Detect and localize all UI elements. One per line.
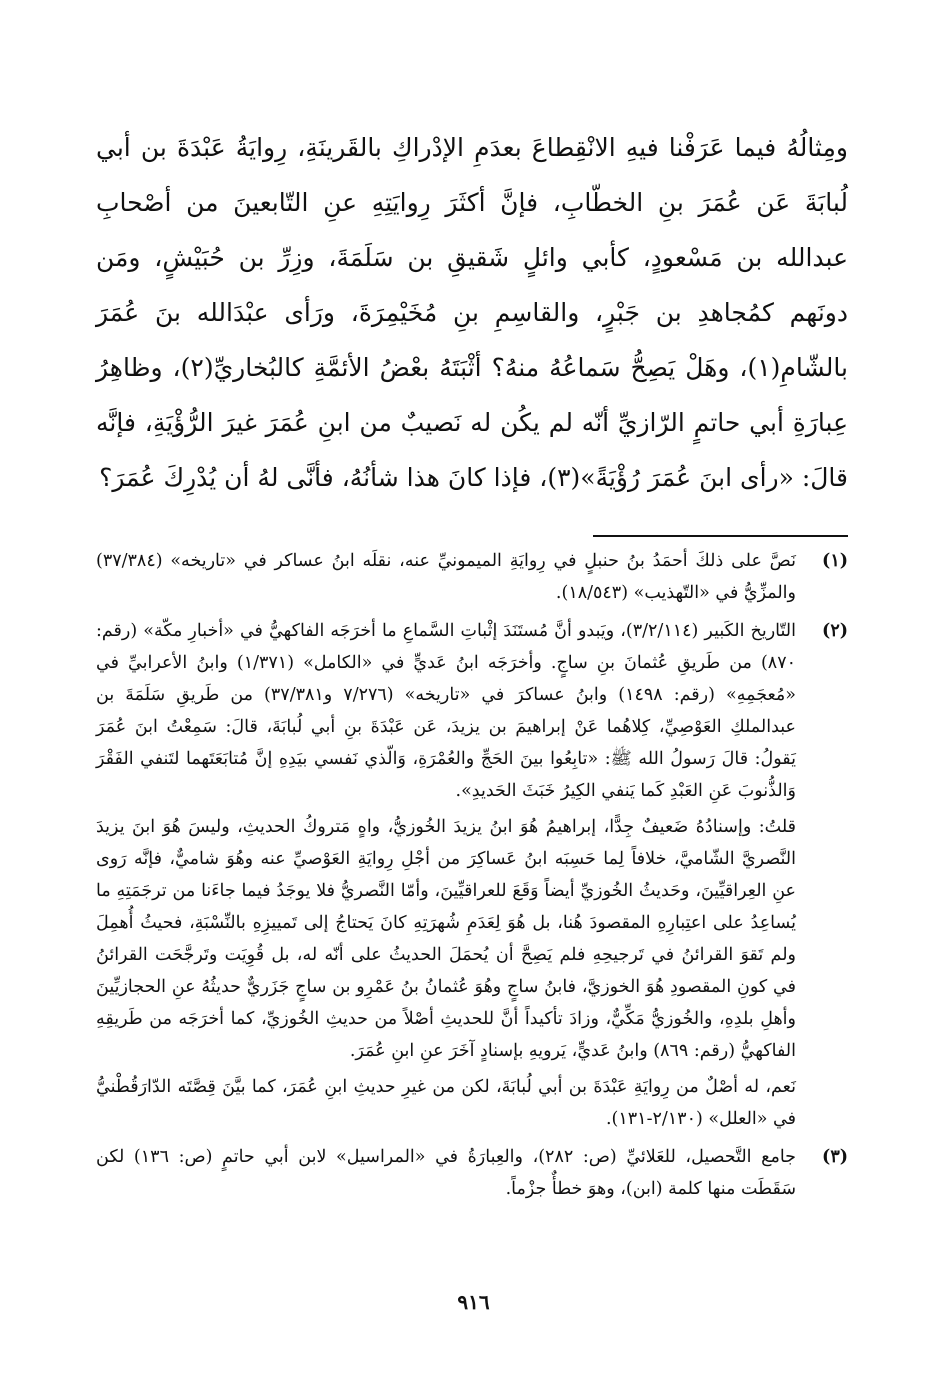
footnote-text: جامع التَّحصيل، للعَلائيِّ (ص: ٢٨٢)، والعِبارَةُ في «المراسيل» لابن أبي حاتمٍ (ص: ١٣٦) لكن سَقَطَت منها كلمة (ابن)، وهوَ خطأٌ جزْماً. (96, 1147, 796, 1199)
page-content (96, 120, 848, 1211)
main-text (96, 120, 848, 505)
main-paragraph: ومِثالُهُ فيما عَرَفْنا فيهِ الانْقِطاعَ بعدَمِ الإدْراكِ بالقَرينَةِ، رِوايَةُ عَبْدَةَ بن أبي لُبابَةَ عَن عُمَرَ بنِ الخطّابِ، فإنَّ أكثَرَ رِوايَتِهِ عنِ التّابعينَ من أصْحابِ عبدالله بن مَسْعودٍ، كأبي وائلٍ شَقيقِ بن سَلَمَةَ، وزِرِّ بن حُبَيْشٍ، ومَن دونَهم كمُجاهدِ بن جَبْرٍ، والقاسِمِ بنِ مُخَيْمِرَةَ، ورَأى عبْدَالله بنَ عُمَرَ بالشّامِ(١)، وهَلْ يَصِحُّ سَماعُهُ منهُ؟ أثْبَتَهُ بعْضُ الأئمَّةِ كالبُخاريِّ(٢)، وظاهِرُ عِبارَةِ أبي حاتمٍ الرّازيِّ أنّه لم يكُن له نَصيبٌ من ابنِ عُمَرَ غيرَ الرُّؤْيَةِ، فإنَّه قالَ: «رأى ابنَ عُمَرَ رُؤْيَةً»(٣)، فإذا كانَ هذا شأنُهُ، فأنَّى لهُ أن يُدْرِكَ عُمَرَ؟ (96, 133, 848, 492)
footnote-commentary: نَعم، له أصْلٌ من رِوايَةِ عَبْدَةَ بن أبي لُبابَةَ، لكن من غيرِ حديثِ ابنِ عُمَرَ، كما بيَّنَ قِصَّتَه الدّارَقُطْنيُّ في «العلل» (٢/١٣٠-١٣١). (96, 1077, 796, 1129)
footnote-body (96, 545, 796, 609)
footnote-text: نَصَّ على ذلكَ أحمَدُ بنُ حنبلٍ في رِوايَةِ الميمونيِّ عنه، نقلَه ابنُ عساكر في «تاريخه» (٣٧/٣٨٤) والمزِّيُّ في «التّهذيب» (١٨/٥٤٣). (96, 551, 796, 603)
footnote-number: (١) (822, 551, 848, 571)
footnote-text: التّاريخ الكَبير (٣/٢/١١٤)، ويَبدو أنَّ مُستَنَدَ إثْباتِ السَّماعِ ما أخرَجَه الفاكهيُّ في «أخبارِ مكّة» (رقم: ٨٧٠) من طَريقِ عُثمانَ بنِ ساجٍ. وأخرَجَه ابنُ عَديٍّ في «الكامل» (١/٣٧١) وابنُ الأعرابيِّ في «مُعجَمِهِ» (رقم: ١٤٩٨) وابنُ عساكرَ في «تاريخه» (٧/٢٧٦ و٣٧/٣٨١) من طَريقِ سَلَمَةَ بن عبدالملكِ العَوْصِيِّ، كِلاهُما عَنْ إبراهيمَ بن يزيدَ، عَن عَبْدَةَ بنِ أبي لُبابَةَ، قالَ: سَمِعْتُ ابنَ عُمَرَ يَقولُ: قالَ رَسولُ الله ﷺ: «تابِعُوا بينَ الحَجِّ والعُمْرَةِ، وَالّذي نَفسي بيَدِهِ إنَّ مُتابَعَتَهما لتَنفي الفَقْرَ وَالذُّنوبَ عَنِ العَبْدِ كَما يَنفي الكِيرُ خَبَثَ الحَديدِ». (96, 621, 797, 801)
footnote-number: (٢) (822, 621, 848, 641)
footnote-commentary: قلتُ: وإسنادُهُ ضَعيفٌ جِدًّا، إبراهيمُ هُوَ ابنُ يزيدَ الخُوزيُّ، واهٍ مَتروكُ الحديثِ، وليسَ هُوَ ابنَ يزيدَ النَّصريَّ الشّاميَّ، خلافاً لِما حَسِبَه ابنُ عَساكِرَ من أجْلِ رِوايَةِ العَوْصيِّ عنه وهُوَ شاميٌّ، فإنَّه رَوى عنِ العِراقيِّينَ، وحَديثُ الخُوزيِّ أيضاً وَقَعَ للعراقيِّينَ، وأمّا النَّصريُّ فلا يوجَدُ فيما جاءَنا من ترجَمَتِهِ ما يُساعِدُ على اعتِبارِهِ المقصودَ هُنا، بل هُوَ لِعَدَمِ شُهرَتِهِ كانَ يَحتاجُ إلى تَمييزِهِ بالنِّسْبَةِ، فحيثُ أُهمِلَ ولم تَقوَ القرائنُ في تَرجيحِهِ فلم يَصِحَّ أن يُحمَلَ الحديثُ على أنّه له، بل قُوِيَت وتَرجَّحَت القرائنُ في كونِ المقصودِ هُوَ الخوزيَّ، فابنُ ساجٍ وهُوَ عُثمانُ بنُ عَمْرِو بن ساجٍ جَزَريٌّ حديثُهُ عنِ الحجازيِّينَ وأهلِ بلدِهِ، والخُوزيُّ مَكِّيٌّ، وزادَ تأكيداً أنَّ للحديثِ أصْلاً من حديثِ الخُوزيِّ، كما أخرَجَه من طَريقِهِ الفاكهيُّ (رقم: ٨٦٩) وابنُ عَديٍّ، يَرويهِ بإسنادٍ آخَرَ عنِ ابنِ عُمَرَ. (96, 817, 796, 1061)
footnote-separator (593, 535, 848, 537)
footnote-number: (٣) (822, 1147, 848, 1167)
footnote-1 (96, 545, 848, 609)
footnote-2 (96, 615, 848, 1135)
footnote-body (96, 1141, 796, 1205)
page-number: ٩١٦ (457, 1290, 490, 1314)
footnote-body (96, 615, 796, 1135)
footnote-3 (96, 1141, 848, 1205)
footnotes (96, 545, 848, 1205)
